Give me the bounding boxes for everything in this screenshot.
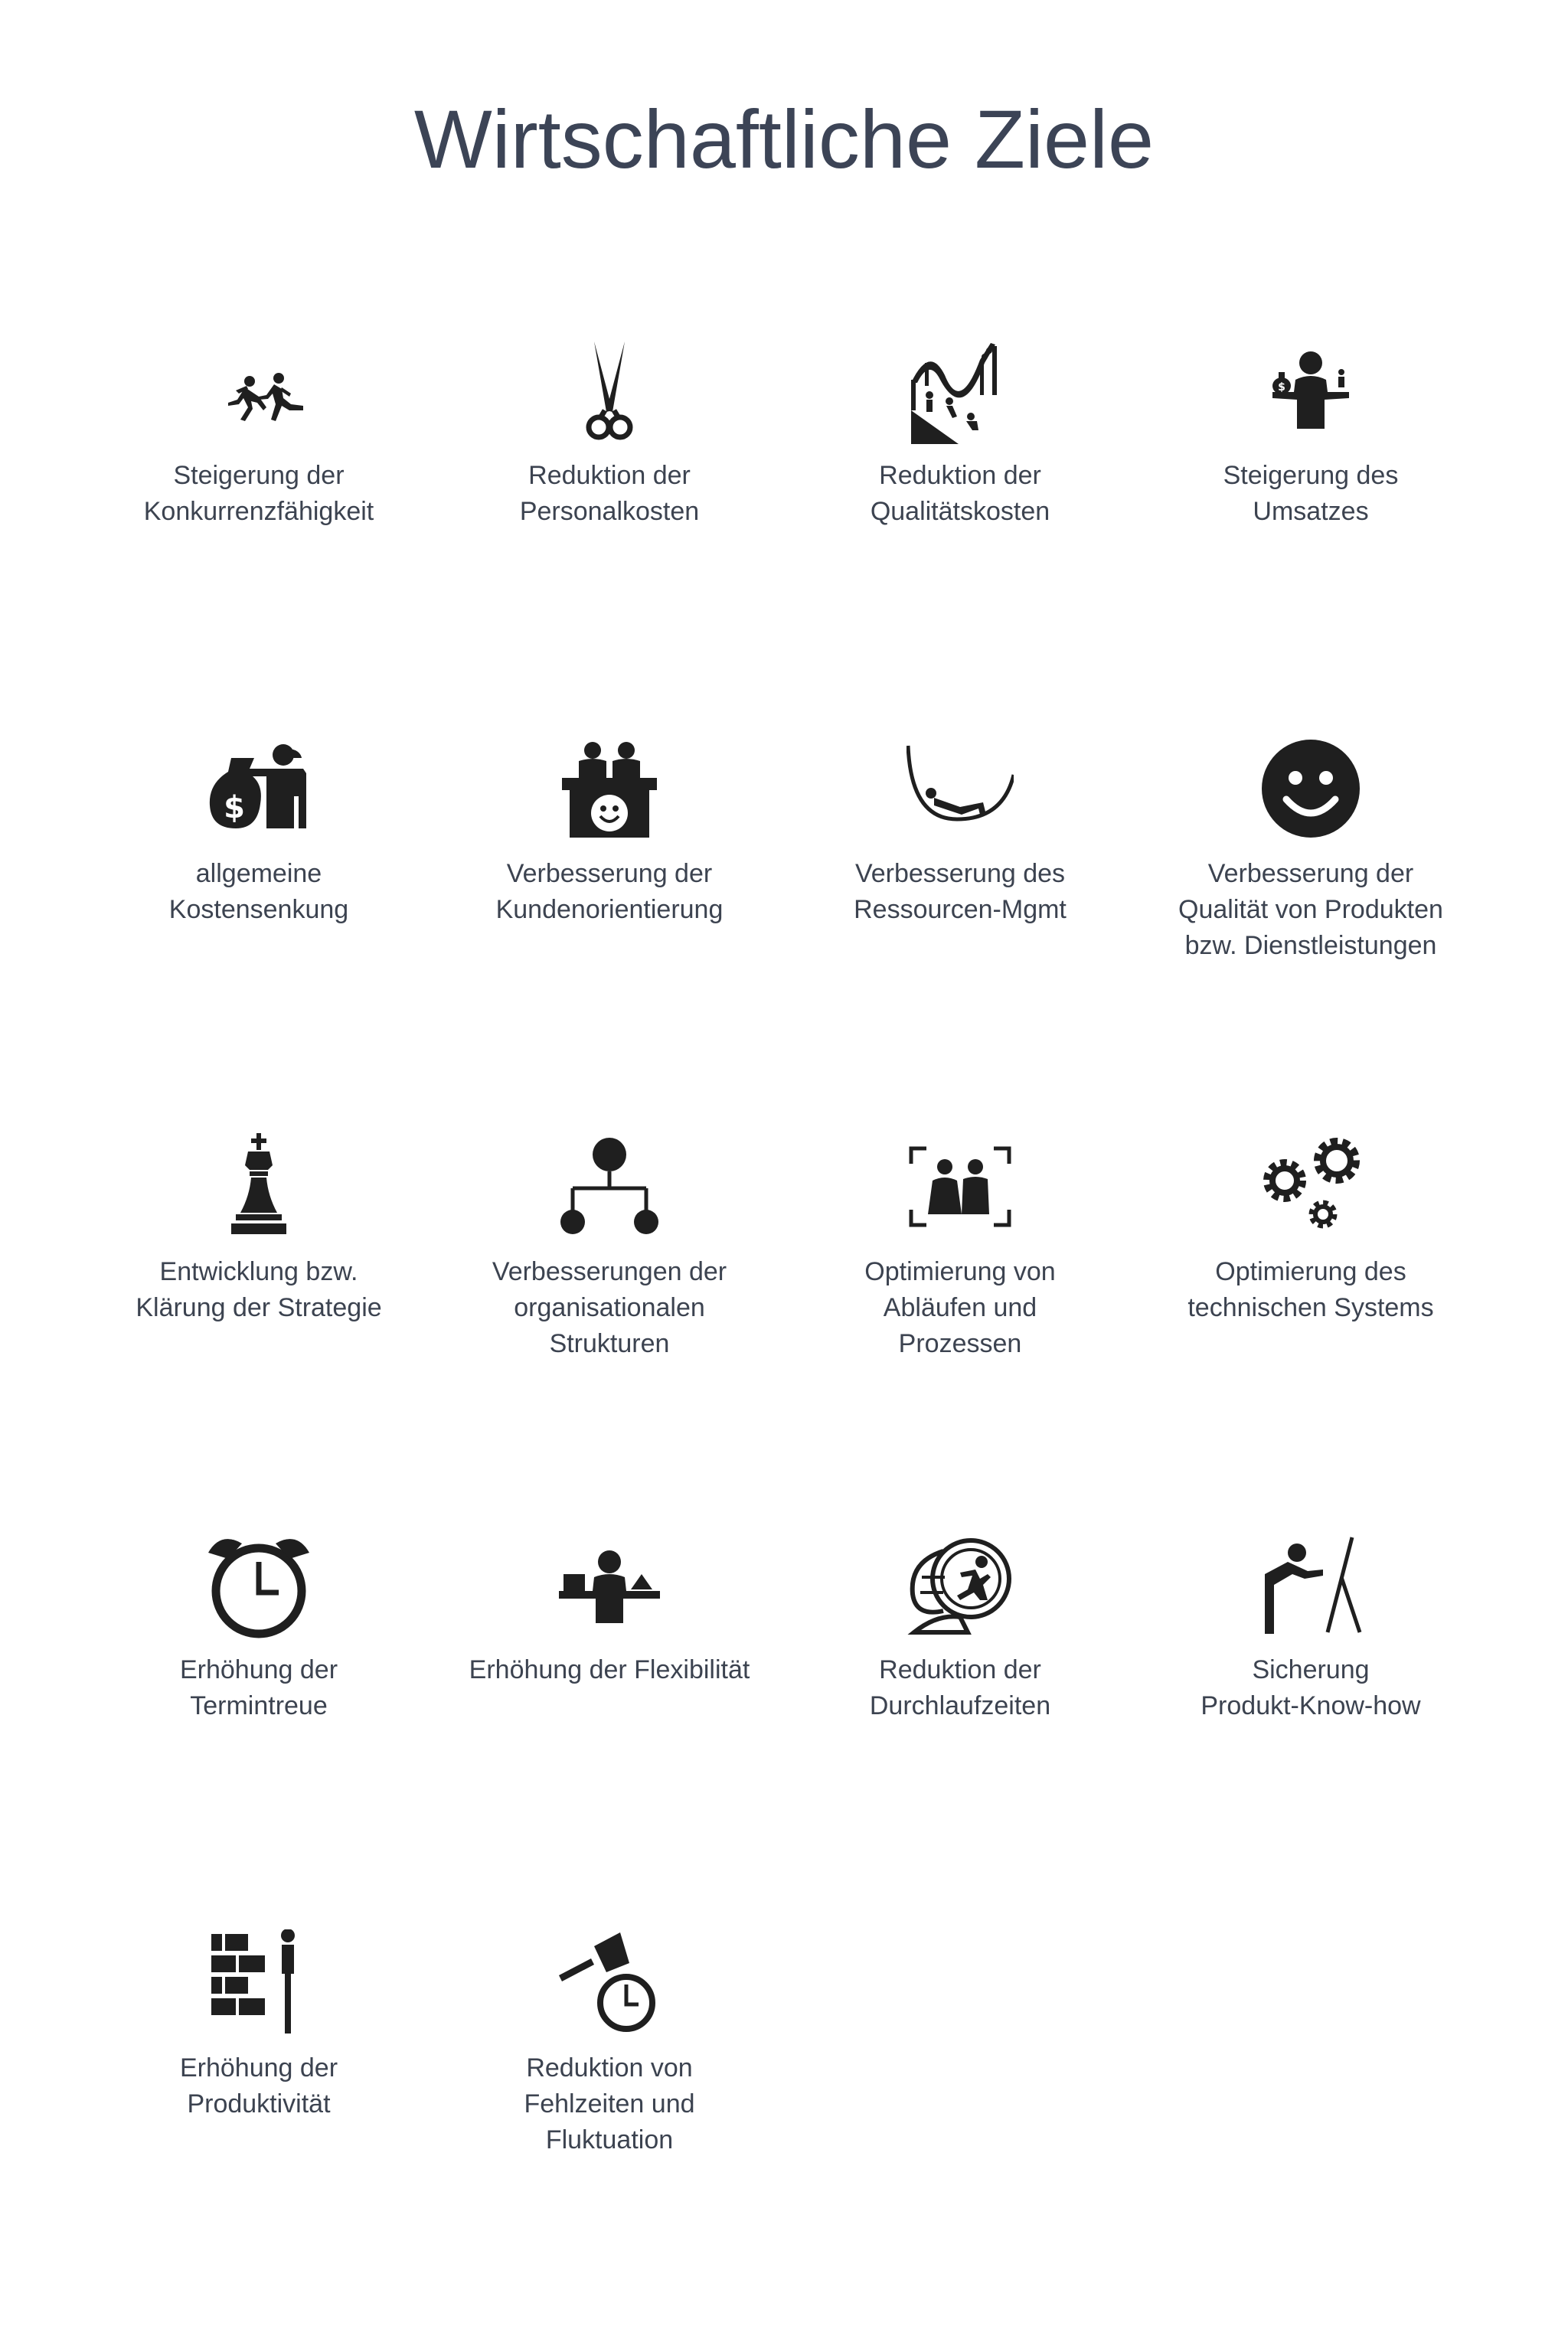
goal-label: Verbesserung der Qualität von Produkten bzw. Dienstleistungen [1178, 859, 1443, 960]
svg-text:$: $ [1278, 381, 1285, 394]
gears-icon [1257, 1133, 1364, 1240]
goal-label: Erhöhung der Produktivität [179, 2053, 338, 2118]
artist-easel-icon [1257, 1531, 1364, 1638]
goal-label: Reduktion von Fehlzeiten und Fluktuation [524, 2053, 695, 2154]
money-bag-person-icon [205, 735, 312, 842]
goal-label: Erhöhung der Flexibilität [469, 1655, 750, 1684]
rollercoaster-icon [906, 337, 1014, 444]
goal-label: Steigerung des Umsatzes [1223, 461, 1399, 526]
hamster-wheel-icon [906, 1531, 1014, 1638]
bricks-person-icon [205, 1929, 312, 2037]
goal-label: Reduktion der Personalkosten [519, 461, 700, 526]
person-juggling-shapes-icon [556, 1531, 663, 1638]
goal-label: Verbesserung der Kundenorientierung [495, 859, 724, 924]
page-title: Wirtschaftliche Ziele [413, 93, 1155, 185]
goal-label: Erhöhung der Termintreue [179, 1655, 338, 1720]
goal-label: allgemeine Kostensenkung [168, 859, 349, 924]
smiley-icon [1257, 735, 1364, 842]
svg-text:$: $ [224, 790, 245, 825]
goal-label: Reduktion der Durchlaufzeiten [869, 1655, 1051, 1720]
hammock-icon [906, 735, 1014, 842]
scissors-icon [556, 337, 663, 444]
goal-label: Verbesserungen der organisationalen Strukturen [492, 1257, 727, 1358]
running-people-icon [205, 337, 312, 444]
goal-label: Optimierung von Abläufen und Prozessen [864, 1257, 1056, 1358]
customer-service-desk-icon [556, 735, 663, 842]
goal-label: Reduktion der Qualitätskosten [870, 461, 1050, 526]
goal-label: Verbesserung des Ressourcen-Mgmt [854, 859, 1067, 924]
goal-label: Optimierung des technischen Systems [1187, 1257, 1434, 1322]
chess-king-icon [205, 1133, 312, 1240]
goal-label: Entwicklung bzw. Klärung der Strategie [136, 1257, 382, 1322]
org-chart-icon [556, 1133, 663, 1240]
people-focus-icon [906, 1133, 1014, 1240]
goal-label: Steigerung der Konkurrenzfähigkeit [143, 461, 374, 526]
person-scale-money-icon [1257, 337, 1364, 444]
alarm-clock-icon [205, 1531, 312, 1638]
hammer-clock-icon [556, 1929, 663, 2037]
goal-label: Sicherung Produkt-Know-how [1200, 1655, 1421, 1720]
